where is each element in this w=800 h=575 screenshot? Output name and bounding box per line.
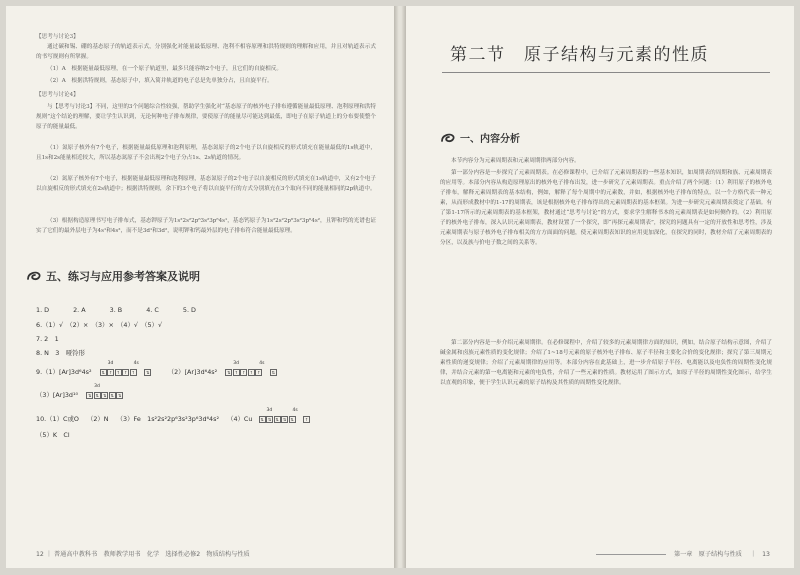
orbital-diagram-3d-4s: 3d ⇅ ↑ ↑ ↑ ↑ 4s ⇅ bbox=[101, 361, 150, 375]
section-title: 第二节 原子结构与元素的性质 bbox=[450, 45, 709, 65]
answer-10-4: （4）Cu bbox=[227, 415, 253, 423]
answer-9-3-row bbox=[36, 384, 124, 399]
answer-row-1 bbox=[36, 306, 196, 314]
answer-7: 7. 2 1 bbox=[36, 335, 59, 343]
answer-10-3: （3）Fe 1s²2s²2p⁶3s²3p⁶3d⁶4s² bbox=[116, 415, 220, 423]
orbital-label-4s-2: 4s bbox=[259, 361, 265, 366]
answer-9-row bbox=[36, 361, 277, 376]
orbital-label-3d-3: 3d bbox=[94, 384, 100, 389]
discussion-3-item-2: （2）A 根据洪特规则，基态原子中，填入简并轨道的电子总是先单独分占，且自旋平行。 bbox=[47, 78, 273, 84]
left-footer: 12 ｜ 普通高中教科书 教师教学用书 化学 选择性必修2 物质结构与性质 bbox=[36, 551, 250, 558]
answer-10-1: 10.（1）C或O bbox=[36, 415, 79, 423]
answer-10-5: （5）K Cl bbox=[36, 431, 70, 439]
answer-10-2: （2）N bbox=[86, 415, 109, 423]
answer-9-1: 9.（1）[Ar]3d⁶4s² bbox=[36, 368, 92, 376]
book-gutter bbox=[394, 6, 406, 568]
content-part-two: 第二部分内容是一步介绍元素周期律。在必修课程中，介绍了较多的元素周期律方面的知识，例如，结合原子结构示意图，介绍了碱金属和卤族元素性质的变化规律；介绍了1~18号元素的原子核外电子排布、原子半径和主要化合价的变化规律；探究了第三周期元素性质的递变规律；介绍了元素周期律的应用等。本部分内容在此基础上，进一步介绍原子半径、电离能以及电负性的周期性变化规律，并结合元素的第一电离能和元素的电负性，介绍了一些元素的性质。教材运用了图示方式，如原子半径的周期性变化图示，给学生以直观的印象，便于学生认识元素的原子结构及其性质的周期性变化规律。 bbox=[440, 340, 772, 386]
content-intro: 本节内容分为元素周期表和元素周期律两部分内容。 bbox=[451, 158, 580, 164]
right-footer-page-number: 13 bbox=[762, 551, 770, 558]
discussion-tag-4: 【思考与讨论4】 bbox=[36, 92, 79, 98]
answer-6: 6.（1）√ （2）× （3）× （4）√ （5）√ bbox=[36, 321, 163, 329]
orbital-label-3d-2: 3d bbox=[233, 361, 239, 366]
discussion-4-answer-2: （2）氮原子核外有7个电子，根据能量最低原理和泡利原理，基态氮原子的2个电子以自旋相反的形式填充在1s轨道中，又有2个电子以自旋相反的形式填充在2s轨道中；根据洪特规则，余下的3个电子将以自旋平行的方式分别填充在3个取向不同的能量相同的2p轨道中。 bbox=[36, 176, 376, 192]
answer-10-row bbox=[36, 408, 311, 423]
orbital-label-3d: 3d bbox=[107, 361, 114, 366]
swirl-icon bbox=[440, 132, 456, 144]
right-footer: 第一章 原子结构与性质 ｜ 13 bbox=[673, 551, 770, 558]
content-part-one: 第一部分内容是一步探究了元素周期表。在必修课程中，已介绍了元素周期表的一些基本知识，如周期表的周期和族、元素周期表的应用等。本部分内容从构造原理原出的核外电子排布出发，进一步研究了元素周期表。重点介绍了两个问题：（1）利用原子的核外电子排布，解释元素周期表的基本结构，例如，解释了每个周期中的元素数，并如，根据核外电子排布的特点，以一个方格代表一种元素，从而形成教材中的1-17的周期表，该是根据核外电子排布得出的元素周期表的基本框架。为进一步研究元素周期表奠定了基础。有了第1-17所示的元素周期表的基本框架，教材通过“思考与讨论”的方式，要求学生解释书本的元素周期表是如何侧作的。（2）利用原子的核外电子排布，深入认识元素周期表，教材设置了一个探究，即“再探元素周期表”，探究的问题具有一定的开放性和思考性，涉及元素周期表与原子核外电子排布相关的方方面面的问题，使元素周期表知识的应用更加深化，在探究的同时，教材介绍了元素周期表的分区，以及族与价电子数之间的关系等。 bbox=[440, 170, 772, 246]
orbital-diagram-3d-4s-2: 3d ⇅ ↑ ↑ ↑ ↑ 4s ⇅ bbox=[227, 361, 275, 375]
right-footer-chapter: 第一章 原子结构与性质 bbox=[673, 551, 742, 558]
answer-2: 2. A bbox=[73, 306, 86, 314]
discussion-3-item-1: （1）A 根据能量最低原理，在一个原子轨道里，最多只能容纳2个电子，且它们的自旋相反。 bbox=[47, 66, 282, 72]
content-analysis-heading bbox=[440, 130, 520, 145]
discussion-4-paragraph: 与【思考与讨论3】不同，这里的3个问题综合性较强，帮助学生强化对“基态原子的核外电子排布遵循能量最低原理、泡利原理和洪特规则”这个结论的理解，要让学生认识到，无论何种电子排布规律，要使原子的能量尽可能达到最低，即电子在原子轨道上的分布要使整个原子的能量最低。 bbox=[36, 104, 376, 130]
right-page bbox=[406, 6, 794, 568]
orbital-label-4s-3: 4s bbox=[292, 408, 298, 413]
answer-3: 3. B bbox=[109, 306, 123, 314]
answer-9-3: （3）[Ar]3d¹⁰ bbox=[36, 391, 79, 399]
answer-9-2: （2）[Ar]3d⁶4s² bbox=[167, 368, 218, 376]
title-rule bbox=[442, 72, 770, 73]
answer-5: 5. D bbox=[182, 306, 196, 314]
discussion-tag-3: 【思考与讨论3】 bbox=[36, 34, 79, 40]
orbital-label-4s: 4s bbox=[133, 361, 139, 366]
swirl-icon bbox=[26, 270, 42, 282]
orbital-diagram-3d: 3d ⇅ ⇅ ⇅ ⇅ ⇅ bbox=[87, 384, 122, 398]
discussion-4-answer-1: （1）氮原子核外有7个电子，根据能量最低原理和泡利原理，基态氮原子的2个电子以自旋相反的形式填充在能量最低的1s轨道中，且1s和2s能量相近较大，所以基态氮原子不会出现2个电子分占1s、2s轨道的情况。 bbox=[36, 145, 376, 161]
answer-4: 4. C bbox=[146, 306, 159, 314]
left-page bbox=[6, 6, 394, 568]
discussion-4-answer-3: （3）根据构造原理书写电子排布式，基态钾原子为1s²2s²2p⁶3s²3p⁶4s¹，基态钙原子为1s²2s²2p⁶3s²3p⁶4s²，且钾和钙的光谱也证实了它们的最外层电子为4s¹和4s²，而不是3d¹和3d²，说明钾和钙最外层的电子排布符合能量最低原理。 bbox=[36, 218, 376, 234]
answer-1: 1. D bbox=[36, 306, 50, 314]
orbital-diagram-cu: 3d ⇅ ⇅ ⇅ ⇅ ⇅ 4s ↑ bbox=[260, 408, 309, 422]
section-five-title bbox=[26, 268, 200, 284]
answer-8: 8. N 3 哑铃形 bbox=[36, 349, 85, 357]
content-analysis-heading-text: 一、内容分析 bbox=[460, 134, 520, 145]
discussion-3-paragraph: 通过碳和锡、硼的基态原子的轨道表示式，分别强化对能量最低原理、泡利不相容原理和洪特规则的理解和应用，并且对轨道表示式的书写规则有所掌握。 bbox=[36, 44, 376, 60]
section-five-title-text: 五、练习与应用参考答案及说明 bbox=[46, 270, 200, 283]
orbital-label-3d-4: 3d bbox=[266, 408, 273, 413]
